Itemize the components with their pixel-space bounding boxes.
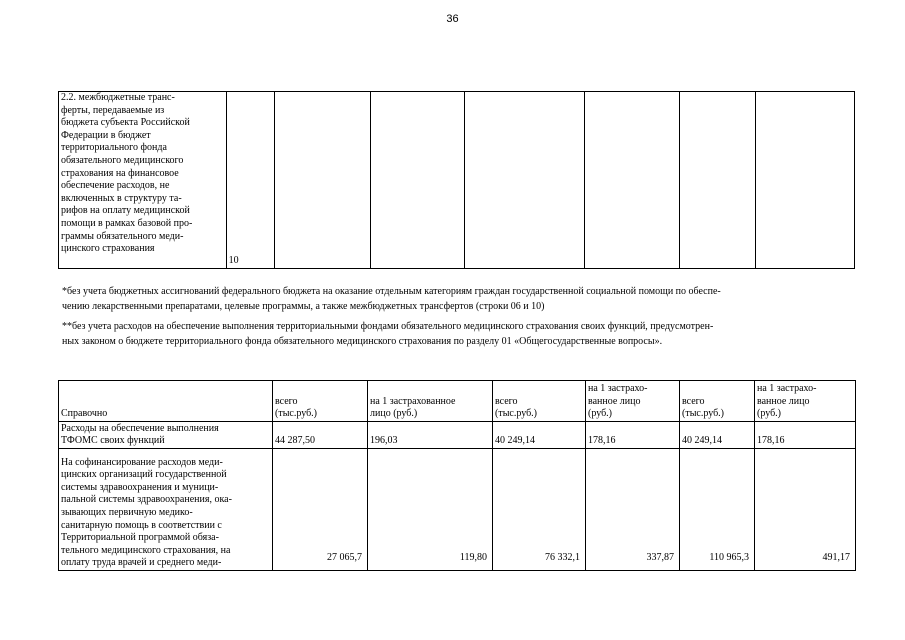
value-cell: 491,17: [755, 449, 856, 571]
row-label: 2.2. межбюджетные транс- ферты, передаваемые из бюджета субъекта Российской Федерации в бюджет территориального фонда обязательного медицинского страхования на финансовое обеспечение расходов, не включенных в структуру та- рифов на оплату медицинской помощи в рамках базовой про- граммы обязательного меди- цинского страхования: [59, 92, 227, 269]
line-number: 10: [226, 92, 274, 269]
row-label: На софинансирование расходов меди- цинских организаций государственной системы здравоохранения и муници- пальной системы здравоохранения, ока- зывающих первичную медико- санитарную помощь в соответствии с Территориальной программой обяза- тельного медицинского страхования, на оплату труда врачей и среднего меди-: [59, 449, 273, 571]
empty-cell: [585, 92, 680, 269]
value-cell: 178,16: [755, 422, 856, 449]
header-reference: Справочно: [59, 381, 273, 422]
header-total-2: всего (тыс.руб.): [493, 381, 586, 422]
value-cell: 27 065,7: [273, 449, 368, 571]
header-row: [59, 381, 856, 422]
allocation-table: [58, 91, 855, 269]
value-cell: 110 965,3: [680, 449, 755, 571]
empty-cell: [371, 92, 465, 269]
value-cell: 196,03: [368, 422, 493, 449]
footnote-1: *без учета бюджетных ассигнований федерального бюджета на оказание отдельным категориям граждан государственной социальной помощи по обеспе- чению лекарственными препаратами, целевые программы, а также межбюджетных трансфертов (строки 06 и 10): [62, 286, 721, 312]
value-cell: 44 287,50: [273, 422, 368, 449]
value-cell: 76 332,1: [493, 449, 586, 571]
header-total-3: всего (тыс.руб.): [680, 381, 755, 422]
table-row: [59, 422, 856, 449]
empty-cell: [755, 92, 854, 269]
header-total-1: всего (тыс.руб.): [273, 381, 368, 422]
header-per-insured-3: на 1 застрахо- ванное лицо (руб.): [755, 381, 856, 422]
footnote-2: **без учета расходов на обеспечение выполнения территориальными фондами обязательного медицинского страхования своих функций, предусмотрен- ных законом о бюджете территориального фонда обязательного медицинского страхования по разделу 01 «Общегосударственные вопросы».: [62, 321, 714, 347]
header-per-insured-1: на 1 застрахованное лицо (руб.): [368, 381, 493, 422]
empty-cell: [275, 92, 371, 269]
empty-cell: [465, 92, 585, 269]
empty-cell: [680, 92, 756, 269]
value-cell: 178,16: [586, 422, 680, 449]
value-cell: 337,87: [586, 449, 680, 571]
value-cell: 40 249,14: [680, 422, 755, 449]
value-cell: 40 249,14: [493, 422, 586, 449]
table-row: [59, 92, 855, 269]
table-row: [59, 449, 856, 571]
row-label: Расходы на обеспечение выполнения ТФОМС своих функций: [59, 422, 273, 449]
page-number: 36: [446, 13, 459, 25]
value-cell: 119,80: [368, 449, 493, 571]
header-per-insured-2: на 1 застрахо- ванное лицо (руб.): [586, 381, 680, 422]
reference-table: [58, 380, 856, 571]
